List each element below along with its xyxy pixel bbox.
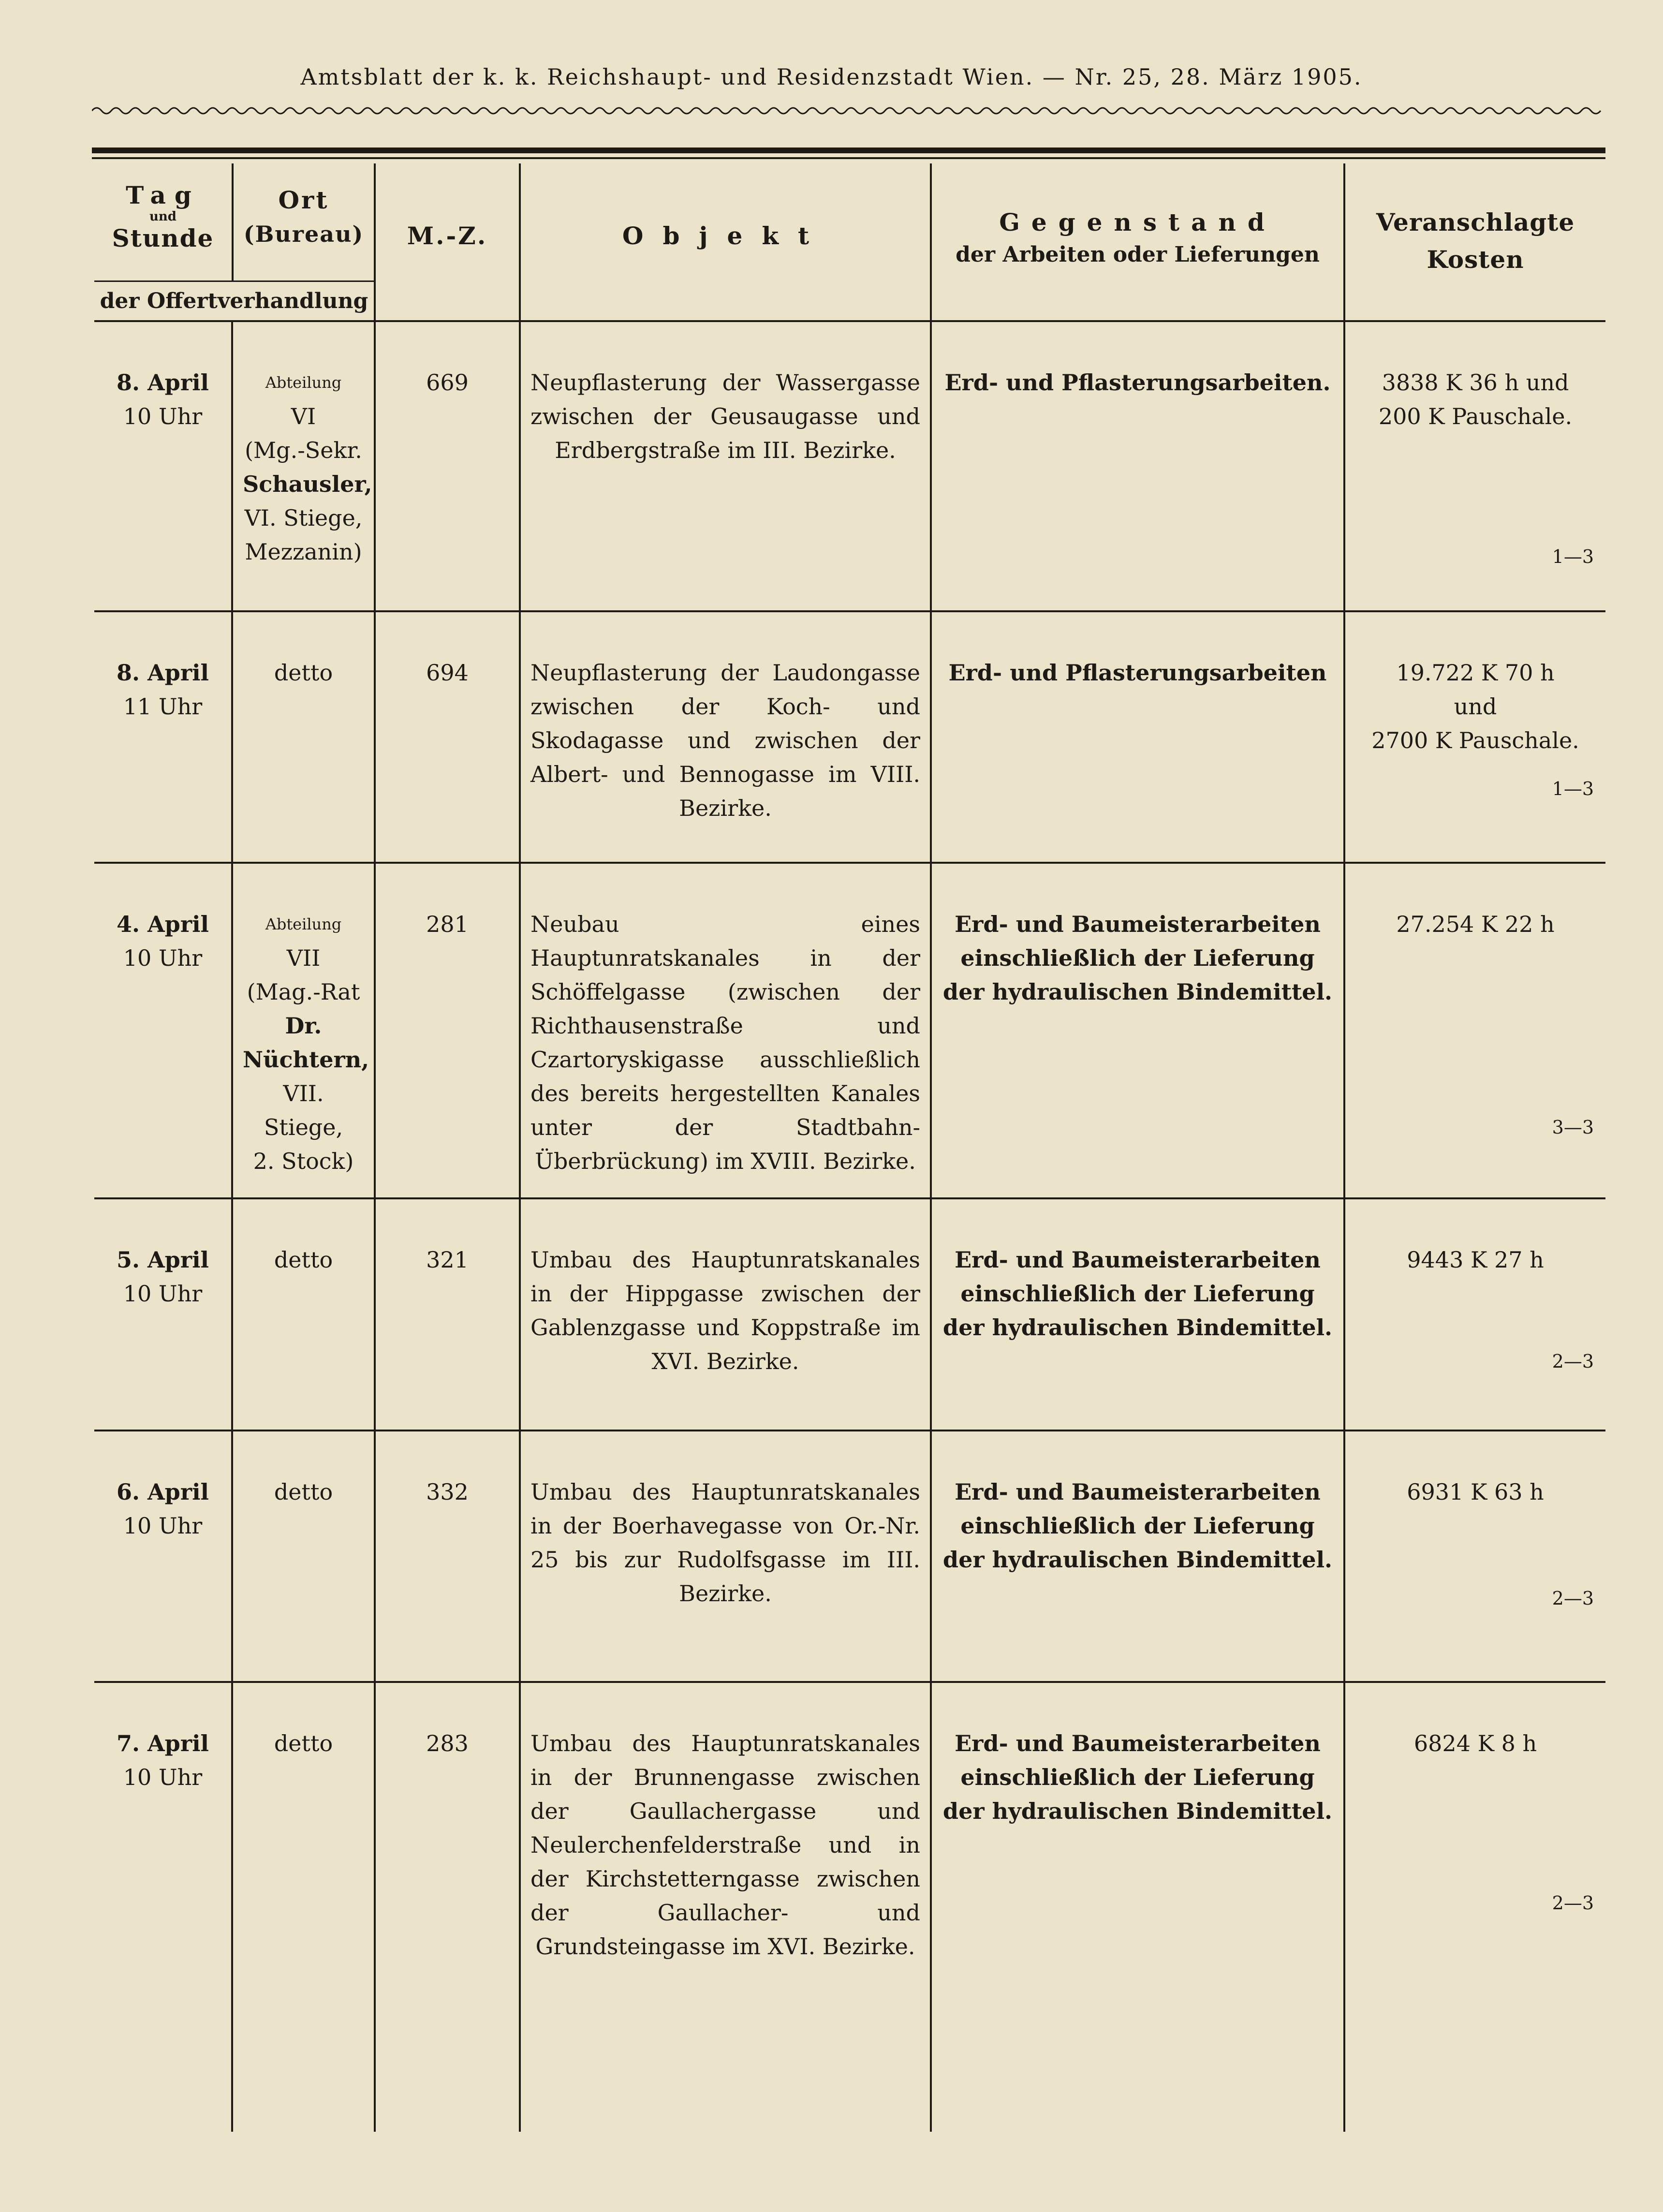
cell-date: 5. April 10 Uhr [94, 1198, 232, 1430]
table-header-row [94, 163, 1605, 321]
cell-cost: 3838 K 36 h und 200 K Pauschale. 1—3 [1344, 321, 1605, 611]
cell-office: detto [232, 611, 375, 863]
cell-date: 7. April 10 Uhr [116, 1730, 209, 1790]
cell-subject: Erd- und Baumeisterarbeiten einschließlich der Lieferung der hydraulischen Bindemittel. [931, 1430, 1344, 1682]
header-und: und [149, 209, 177, 224]
header-nr: M.-Z. [375, 163, 520, 321]
reference-code: 3—3 [1552, 1117, 1594, 1138]
cell-cost: 6931 K 63 h 2—3 [1344, 1430, 1605, 1682]
cell-subject: Erd- und Pflasterungsarbeiten. [931, 321, 1344, 611]
cell-nr: 321 [375, 1198, 520, 1430]
cell-object: Neubau eines Hauptunratskanales in der Schöffelgasse (zwischen der Richthausenstraße und Czartoryskigasse ausschließlich des bereits hergestellten Kanales unter der Stadtbahn-Überbrückung) im XVIII. Bezirke. [520, 863, 931, 1198]
cell-subject: Erd- und Baumeisterarbeiten einschließlich der Lieferung der hydraulischen Bindemittel. [931, 1198, 1344, 1430]
cell-cost: 19.722 K 70 h und 2700 K Pauschale. 1—3 [1344, 611, 1605, 863]
cell-nr: 669 [375, 321, 520, 611]
cell-nr: 283 [375, 1682, 520, 2132]
cell-subject: Erd- und Pflasterungsarbeiten [931, 611, 1344, 863]
cell-office: detto [232, 1198, 375, 1430]
cell-office: Abteilung VII (Mag.-Rat Dr. Nüchtern, VII. Stiege, 2. Stock) [232, 863, 375, 1198]
reference-code: 1—3 [1552, 778, 1594, 799]
table-row [94, 611, 1605, 863]
header-bureau: (Bureau) [243, 221, 364, 247]
cell-office: detto [232, 1430, 375, 1682]
cell-cost: 27.254 K 22 h 3—3 [1344, 863, 1605, 1198]
cell-object: Neupflasterung der Laudongasse zwischen der Koch- und Skodagasse und zwischen der Albert- und Bennogasse im VIII. Bezirke. [520, 611, 931, 863]
table-row [94, 1430, 1605, 1682]
cell-date: 4. April 10 Uhr [94, 863, 232, 1198]
cell-subject: Erd- und Baumeisterarbeiten einschließlich der Lieferung der hydraulischen Bindemittel. [931, 1682, 1344, 2132]
running-header: Amtsblatt der k. k. Reichshaupt- und Residenzstadt Wien. — Nr. 25, 28. März 1905. [300, 64, 1363, 90]
header-stunde: Stunde [112, 224, 214, 252]
cell-subject: Erd- und Baumeisterarbeiten einschließlich der Lieferung der hydraulischen Bindemittel. [931, 863, 1344, 1198]
cell-object: Neupflasterung der Wassergasse zwischen der Geusaugasse und Erdbergstraße im III. Bezirke. [520, 321, 931, 611]
cell-date: 6. April 10 Uhr [94, 1430, 232, 1682]
header-offertverhandlung: der Offertverhandlung [94, 280, 374, 320]
cell-cost: 9443 K 27 h 2—3 [1344, 1198, 1605, 1430]
cell-nr: 694 [375, 611, 520, 863]
reference-code: 2—3 [1552, 1892, 1594, 1914]
cell-office: detto [232, 1682, 375, 2132]
reference-code: 2—3 [1552, 1351, 1594, 1372]
header-objekt: Objekt [520, 163, 931, 321]
table-row [94, 321, 1605, 611]
double-rule-thick [92, 147, 1605, 153]
cell-object: Umbau des Hauptunratskanales in der Hippgasse zwischen der Gablenzgasse und Koppstraße im XVI. Bezirke. [520, 1198, 931, 1430]
cell-object: Umbau des Hauptunratskanales in der Brunnengasse zwischen der Gaullachergasse und Neulerchenfelderstraße und in der Kirchstetterngasse zwischen der Gaullacher- und Grundsteingasse im XVI. Bezirke. [520, 1682, 931, 2132]
header-kosten: Veranschlagte Kosten [1344, 163, 1605, 321]
cell-date: 8. April 10 Uhr [94, 321, 232, 611]
header-date-office [94, 163, 375, 321]
reference-code: 2—3 [1552, 1588, 1594, 1609]
table-row [94, 1198, 1605, 1430]
header-gegenstand: Gegenstand der Arbeiten oder Lieferungen [931, 163, 1344, 321]
header-ort: Ort [278, 186, 329, 214]
cell-nr: 281 [375, 863, 520, 1198]
table-row [94, 863, 1605, 1198]
reference-code: 1—3 [1552, 546, 1594, 567]
cell-date: 8. April 11 Uhr [94, 611, 232, 863]
header-tag: Tag [126, 181, 200, 209]
wavy-rule [92, 104, 1605, 118]
cell-object: Umbau des Hauptunratskanales in der Boerhavegasse von Or.-Nr. 25 bis zur Rudolfsgasse im III. Bezirke. [520, 1430, 931, 1682]
double-rule-thin [92, 157, 1605, 159]
cell-cost: 6824 K 8 h 2—3 [1344, 1682, 1605, 2132]
offer-table [94, 163, 1605, 2132]
table-row [94, 1682, 1605, 2132]
cell-office: Abteilung VI (Mg.-Sekr. Schausler, VI. Stiege, Mezzanin) [232, 321, 375, 611]
cell-nr: 332 [375, 1430, 520, 1682]
